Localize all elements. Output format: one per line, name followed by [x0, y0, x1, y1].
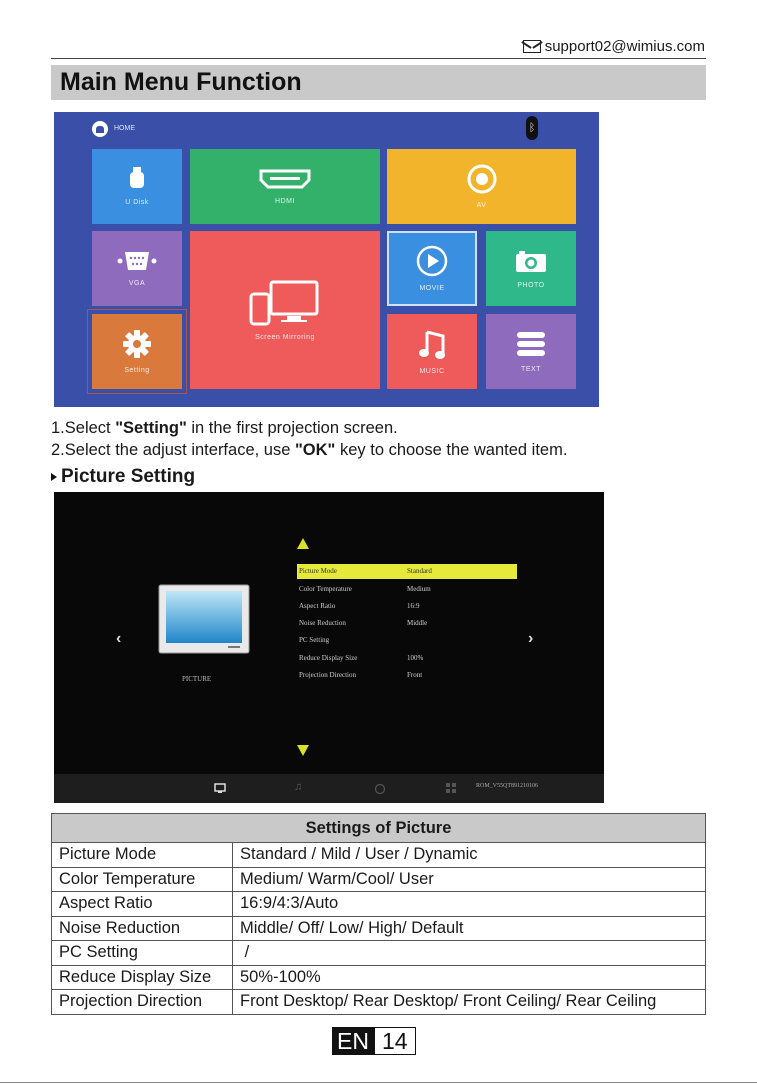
main-menu-screenshot — [54, 112, 599, 407]
play-icon — [416, 245, 448, 277]
tile-text: TEXT — [486, 314, 576, 389]
settings-of-picture-table — [51, 813, 706, 1015]
menu-row-color-temperature[interactable]: Color Temperature Medium — [299, 585, 431, 593]
picture-icon — [158, 584, 250, 654]
picture-tab-icon[interactable] — [214, 783, 226, 794]
firmware-version: ROM_V55QT891210106 — [476, 783, 539, 789]
chevron-left-icon: ‹ — [116, 630, 122, 647]
music-icon — [417, 328, 447, 360]
table-row: Reduce Display Size 50%-100% — [52, 965, 706, 990]
language-badge: EN — [332, 1027, 374, 1055]
screen-mirroring-icon — [247, 280, 323, 326]
support-email — [523, 38, 705, 55]
av-icon — [467, 164, 497, 194]
menu-row-picture-mode[interactable]: Picture Mode Standard — [297, 564, 517, 579]
bullet-triangle-icon — [51, 473, 57, 481]
bluetooth-icon: ᛒ — [526, 116, 538, 140]
page-number: 14 — [374, 1027, 416, 1055]
page-footer — [332, 1027, 416, 1055]
table-row: Aspect Ratio 16:9/4:3/Auto — [52, 892, 706, 917]
instruction-step-1: 1.Select "Setting" in the first projection screen. — [51, 419, 398, 437]
chevron-right-icon: › — [528, 630, 534, 647]
email-text: support02@wimius.com — [544, 38, 705, 55]
table-row: PC Setting / — [52, 941, 706, 966]
table-row: Noise Reduction Middle/ Off/ Low/ High/ Default — [52, 916, 706, 941]
picture-setting-screenshot — [54, 492, 604, 803]
page-title: Main Menu Function — [51, 65, 706, 100]
menu-row-aspect-ratio[interactable]: Aspect Ratio 16:9 — [299, 602, 420, 610]
hdmi-icon — [258, 168, 312, 190]
table-row: Projection Direction Front Desktop/ Rear Desktop/ Front Ceiling/ Rear Ceiling — [52, 990, 706, 1015]
table-title: Settings of Picture — [52, 814, 706, 843]
tile-movie: MOVIE — [387, 231, 477, 306]
home-label: HOME — [114, 125, 135, 132]
camera-icon — [514, 248, 548, 274]
bottom-nav-bar — [54, 774, 604, 803]
header-divider — [51, 58, 706, 59]
home-icon — [92, 121, 108, 137]
sound-tab-icon[interactable]: ♫ — [294, 781, 303, 793]
text-icon — [515, 330, 547, 358]
arrow-down-icon — [297, 745, 309, 756]
envelope-icon — [523, 40, 541, 53]
tile-vga: VGA — [92, 231, 182, 306]
menu-row-pc-setting[interactable]: PC Setting — [299, 636, 330, 644]
menu-row-reduce-display-size[interactable]: Reduce Display Size 100% — [299, 654, 424, 662]
tile-av: AV — [387, 149, 576, 224]
usb-icon — [128, 167, 146, 191]
gear-icon — [122, 329, 152, 359]
tile-hdmi: HDMI — [190, 149, 380, 224]
tile-photo: PHOTO — [486, 231, 576, 306]
table-row: Picture Mode Standard / Mild / User / Dynamic — [52, 843, 706, 868]
arrow-up-icon — [297, 538, 309, 549]
bottom-divider — [0, 1082, 757, 1083]
time-tab-icon[interactable] — [374, 783, 386, 795]
vga-icon — [117, 250, 157, 272]
instruction-step-2: 2.Select the adjust interface, use "OK" key to choose the wanted item. — [51, 441, 568, 459]
tile-music: MUSIC — [387, 314, 477, 389]
options-tab-icon[interactable] — [446, 783, 456, 793]
picture-label: PICTURE — [182, 675, 212, 683]
table-row: Color Temperature Medium/ Warm/Cool/ User — [52, 867, 706, 892]
menu-row-noise-reduction[interactable]: Noise Reduction Middle — [299, 619, 428, 627]
tile-setting: Setting — [92, 314, 182, 389]
section-heading: Picture Setting — [51, 466, 195, 488]
tile-screen-mirroring: Screen Mirroring — [190, 231, 380, 389]
menu-row-projection-direction[interactable]: Projection Direction Front — [299, 671, 423, 679]
tile-u-disk: U Disk — [92, 149, 182, 224]
